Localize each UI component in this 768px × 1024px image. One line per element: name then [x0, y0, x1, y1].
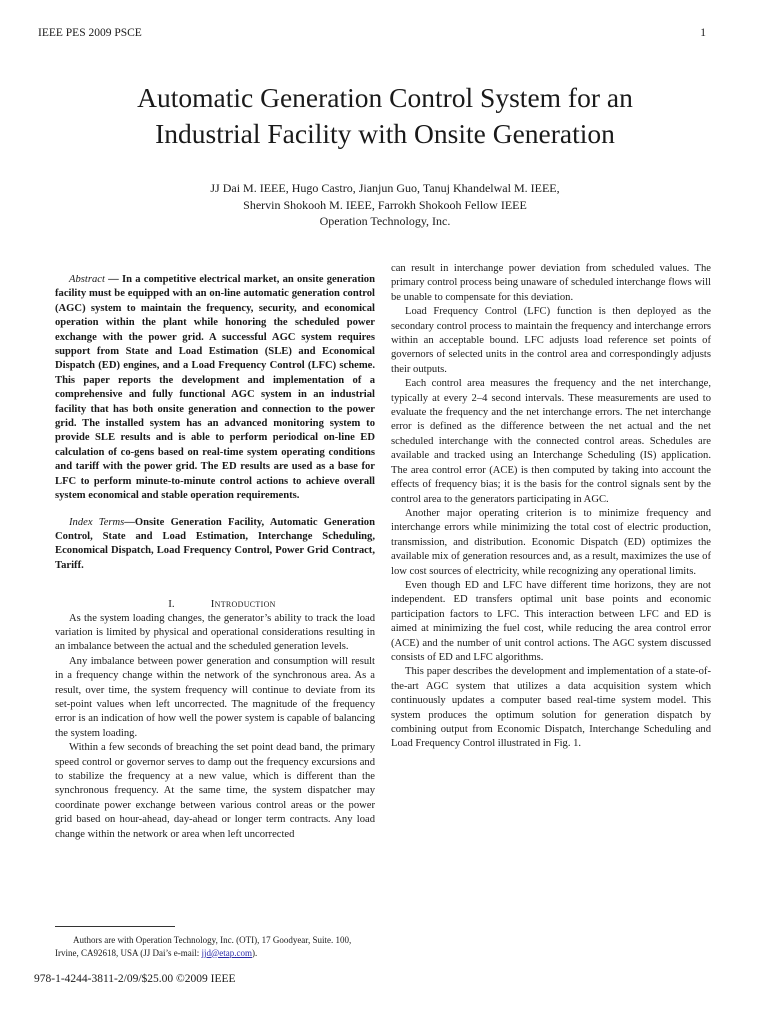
- body-paragraph: This paper describes the development and implementation of a state-of-the-art AGC system that utilizes a data acquisition system which continuously updates a computer based real-time system model. This system produces the optimum solution for generation dispatch by combining output from Economic Dispatch, Interchange Scheduling and Load Frequency Control illustrated in Fig. 1.: [391, 666, 711, 750]
- section-title: Introduction: [210, 598, 276, 611]
- title-line-1: Automatic Generation Control System for an: [137, 82, 633, 113]
- body-paragraph: can result in interchange power deviation from scheduled values. The primary control process being unaware of scheduled interchange flows will be unable to compensate for this deviation.: [391, 263, 711, 303]
- right-column: [391, 262, 711, 752]
- affiliation: Operation Technology, Inc.: [319, 214, 451, 228]
- abstract-lead: Abstract: [69, 274, 105, 285]
- section-number: I.: [168, 598, 175, 611]
- body-paragraph: Any imbalance between power generation and consumption will result in a frequency change within the network of the synchronous area. As a result, over time, the system frequency will continue to deviate from its set-point values when left uncorrected. The magnitude of the frequency error is an indication of how well the power system is capable of balancing the system loading.: [55, 655, 375, 739]
- abstract-text: — In a competitive electrical market, an onsite generation facility must be equipped with an on-line automatic generation control (AGC) system to maintain the frequency, security, and economical operation within the plant while honoring the scheduled power exchange with the power grid. A successful AGC system requires support from State and Load Estimation (SLE) and Economical Dispatch (ED) engines, and a Load Frequency Control (LFC) scheme. This paper reports the development and implementation of a comprehensive and fully functional AGC system in an industrial facility that has both onsite generation and connection to the power grid. The installed system has an advanced monitoring system to provide SLE results and is able to perform periodical on-line ED calculation of co-gens based on real-time system operating conditions and tariff with the power grid. The ED results are used as a base for LFC to perform minute-to-minute control actions to achieve overall system economical and stable operation requirements.: [55, 274, 375, 502]
- body-paragraph: Within a few seconds of breaching the set point dead band, the primary speed control or governor serves to damp out the frequency excursions and to stabilize the frequency at a new value, which is different than the synchronous frequency. At the same time, the system dispatcher may coordinate power exchange between various control areas or the power grid based on hour-ahead, day-ahead or longer term contracts. Any load change within the network or area when left uncorrected: [55, 742, 375, 840]
- running-header: IEEE PES 2009 PSCE: [38, 27, 142, 39]
- body-paragraph: Load Frequency Control (LFC) function is then deployed as the secondary control process to maintain the frequency and interchange errors within an acceptable bound. LFC adjusts load reference set points of governors of selected units in the control area and correspondingly adjusts their outputs.: [391, 306, 711, 375]
- abstract: [55, 273, 375, 504]
- index-terms: [55, 516, 375, 574]
- index-terms-lead: Index Terms: [69, 516, 125, 528]
- body-paragraph: Each control area measures the frequency and the net interchange, typically at every 2–4 second intervals. These measurements are used to evaluate the frequency and the net interchange errors. The net interchange error is defined as the difference between the net actual and the net scheduled interchange with the connected control areas. Schedules are available and tracked using an Interchange Scheduling (IS) application. The area control error (ACE) is then computed by taking into account the effects of frequency bias; it is the basis for the control signals sent by the control area to the generators participating in AGC.: [391, 378, 711, 505]
- index-terms-text: —Onsite Generation Facility, Automatic Generation Control, State and Load Estimation, Interchange Scheduling, Economical Dispatch, Load Frequency Control, Power Grid Contract, Tariff.: [55, 516, 375, 571]
- authors-line-2: Shervin Shokooh M. IEEE, Farrokh Shokooh Fellow IEEE: [243, 197, 527, 212]
- authors-line-1: JJ Dai M. IEEE, Hugo Castro, Jianjun Guo, Tanuj Khandelwal M. IEEE,: [210, 181, 560, 195]
- body-paragraph: Even though ED and LFC have different time horizons, they are not independent. ED transfers optimal unit base points and economic participation factors to LFC. This interaction between LFC and ED is aimed at minimizing the fuel cost, while reducing the area control error (ACE) and the number of unit control actions. The AGC system discussed consists of ED and LFC algorithms.: [391, 579, 711, 663]
- body-paragraph: As the system loading changes, the generator’s ability to track the load variation is limited by physical and operational considerations resulting in an imbalance between the actual and the scheduled generation levels.: [55, 612, 375, 653]
- author-block: [60, 180, 710, 230]
- footnote-tail: ).: [252, 947, 258, 958]
- author-email-link[interactable]: jjd@etap.com: [201, 947, 253, 958]
- footnote-text: Authors are with Operation Technology, Inc. (OTI), 17 Goodyear, Suite. 100, Irvine, CA92618, USA (JJ Dai’s e-mail:: [55, 935, 352, 958]
- body-paragraph: Another major operating criterion is to minimize frequency and interchange errors while minimizing the total cost of electric production, transmission, and distribution. Economic Dispatch (ED) optimizes the available mix of generation resources and, as a result, maximizes the use of low cost sources of electricity, while recognizing any operational limits.: [391, 507, 711, 577]
- footnote-divider: [55, 926, 175, 927]
- left-column: [55, 273, 375, 842]
- paper-title: [60, 80, 710, 152]
- title-line-2: Industrial Facility with Onsite Generation: [155, 118, 615, 149]
- section-heading: [55, 597, 375, 611]
- page-number: 1: [700, 27, 706, 39]
- copyright-footer: 978-1-4244-3811-2/09/$25.00 ©2009 IEEE: [34, 973, 236, 985]
- footnote: [55, 934, 375, 959]
